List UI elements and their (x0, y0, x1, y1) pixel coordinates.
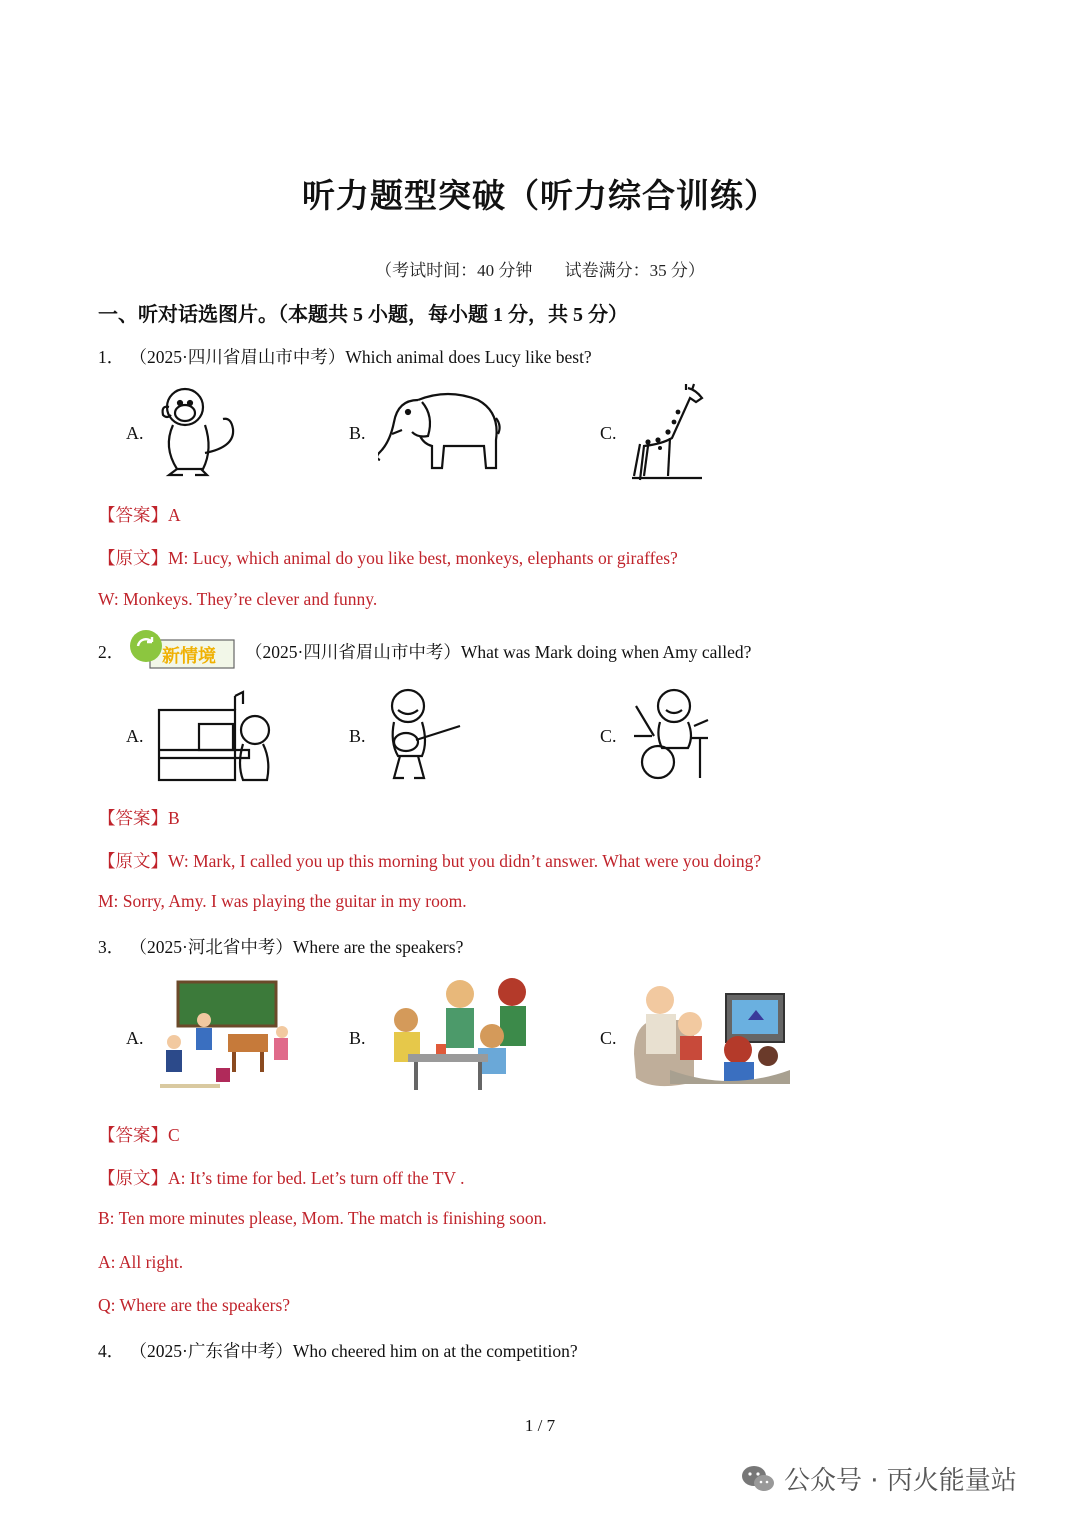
dining-picture (378, 976, 546, 1094)
answer-3: 【答案】C (98, 1125, 180, 1145)
question-number: 1． (98, 347, 125, 367)
exam-score: 试卷满分：35 分） (564, 261, 705, 280)
wechat-icon (740, 1464, 776, 1494)
question-4 (98, 1338, 578, 1363)
exam-time: （考试时间：40 分钟 (375, 261, 533, 280)
section-heading: 一、听对话选图片。（本题共 5 小题，每小题 1 分，共 5 分） (98, 304, 628, 326)
elephant-picture (378, 388, 504, 474)
transcript-2-line-2: M: Sorry, Amy. I was playing the guitar in my room. (98, 891, 467, 911)
giraffe-picture (630, 382, 710, 484)
transcript-3-line-4: Q: Where are the speakers? (98, 1295, 291, 1315)
answer-1: 【答案】A (98, 505, 181, 525)
page-title: 听力题型突破（听力综合训练） (302, 176, 778, 215)
guitar-boy-picture (378, 686, 468, 786)
question-3 (98, 934, 463, 959)
option-b-label: B. (349, 726, 366, 746)
question-text: （2025·四川省眉山市中考）Which animal does Lucy like best? (138, 347, 592, 367)
question-2-text: （2025·四川省眉山市中考）What was Mark doing when Amy called? (245, 642, 752, 662)
option-a-label: A. (126, 1028, 144, 1048)
new-context-badge (128, 628, 236, 670)
transcript-3-line-1: 【原文】A: It’s time for bed. Let’s turn off the TV . (98, 1168, 465, 1188)
question-number: 3． (98, 937, 125, 957)
answer-2: 【答案】B (98, 808, 180, 828)
transcript-1-line-2: W: Monkeys. They’re clever and funny. (98, 589, 378, 609)
watermark-text: 公众号 · 丙火能量站 (784, 1466, 1017, 1496)
transcript-3-line-3: A: All right. (98, 1252, 184, 1272)
option-a-label: A. (126, 423, 144, 443)
classroom-picture (158, 980, 298, 1092)
piano-picture (155, 688, 280, 784)
watermark (740, 1460, 1017, 1497)
question-number: 4． (98, 1341, 125, 1361)
transcript-1-line-1: 【原文】M: Lucy, which animal do you like best, monkeys, elephants or giraffes? (98, 548, 678, 568)
page-number: 1 / 7 (524, 1416, 556, 1435)
question-text: （2025·河北省中考）Where are the speakers? (138, 937, 464, 957)
option-c-label: C. (600, 726, 617, 746)
exam-info (0, 256, 1080, 281)
drummer-picture (630, 686, 710, 784)
question-2-number: 2． (98, 642, 125, 662)
monkey-picture (155, 383, 245, 481)
badge-label: 新情境 (162, 646, 216, 667)
option-b-label: B. (349, 423, 366, 443)
option-b-label: B. (349, 1028, 366, 1048)
tv-family-picture (630, 980, 790, 1094)
option-c-label: C. (600, 1028, 617, 1048)
transcript-3-line-2: B: Ten more minutes please, Mom. The match is finishing soon. (98, 1208, 547, 1228)
question-text: （2025·广东省中考）Who cheered him on at the competition? (138, 1341, 578, 1361)
option-c-label: C. (600, 423, 617, 443)
transcript-2-line-1: 【原文】W: Mark, I called you up this morning but you didn’t answer. What were you doing? (98, 851, 762, 871)
option-a-label: A. (126, 726, 144, 746)
question-1 (98, 344, 592, 369)
